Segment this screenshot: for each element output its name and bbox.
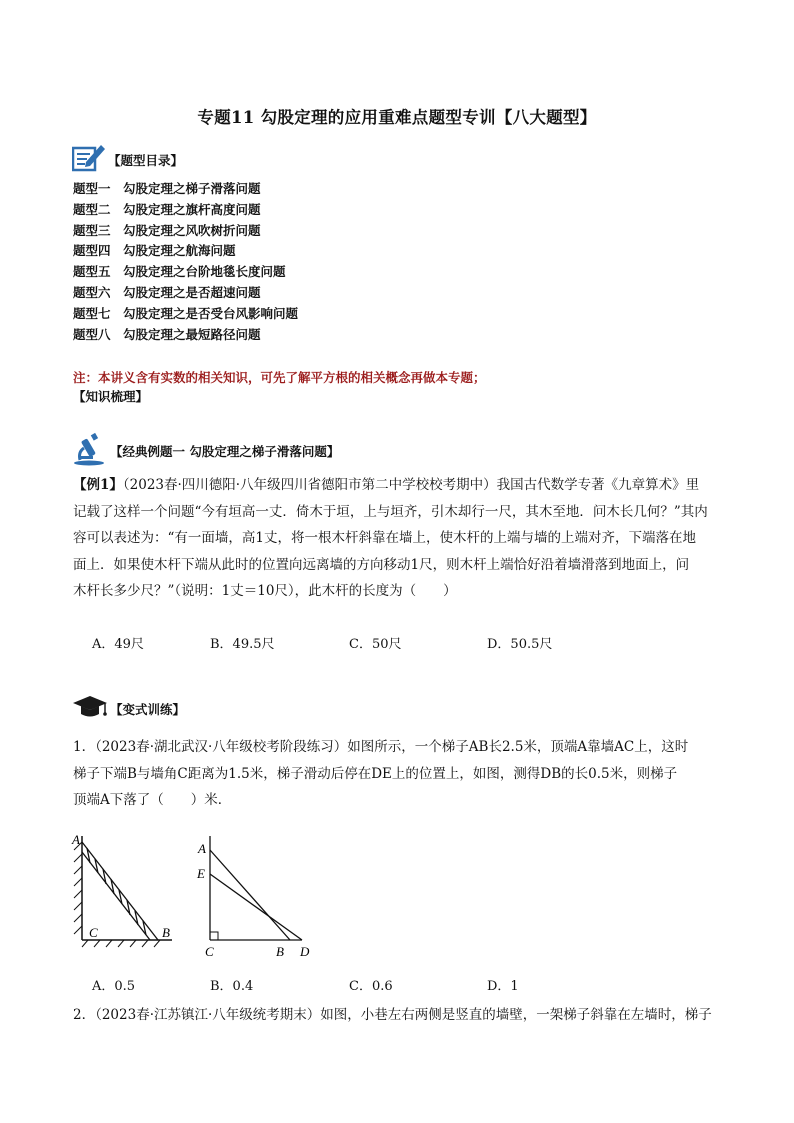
svg-text:C: C — [89, 925, 98, 940]
choice-c: C．50尺 — [349, 637, 402, 652]
note-text: 注：本讲义含有实数的相关知识，可先了解平方根的相关概念再做本专题； — [73, 370, 486, 385]
choice-c: C．0.6 — [349, 979, 393, 994]
question-2-text: 2．（2023春·江苏镇江·八年级统考期末）如图，小巷左右两侧是竖直的墙壁，一架梯子斜靠在左墙时，梯子 — [73, 1007, 712, 1023]
svg-text:B: B — [162, 925, 170, 940]
graduation-cap-icon — [72, 694, 108, 720]
example-1-text: 【例1】（2023春·四川德阳·八年级四川省德阳市第二中学校校考期中）我国古代数学专著《九章算术》里 记载了这样一个问题“今有垣高一丈．倚木于垣，上与垣齐，引木却行一尺，其木至地．问木长几何？”其内 容可以表述为：“有一面墙，高1丈，将一根木杆斜靠在墙上，使木杆的上端与墙的上端对齐，下端落在地 面上．如果使木杆下端从此时的位置向远离墙的方向移动1尺，则木杆上端恰好沿着墙滑落到地面上，问 木杆长多少尺？”（说明：1丈＝10尺），此木杆的长度为（ ） — [73, 477, 708, 599]
microscope-icon — [72, 432, 106, 466]
notepad-pencil-icon — [72, 142, 106, 172]
ladder-slide-figure — [196, 836, 310, 959]
knowledge-heading: 【知识梳理】 — [73, 389, 149, 404]
svg-text:A: A — [72, 832, 80, 847]
choice-b: B．49.5尺 — [210, 637, 275, 652]
page-title: 专题11 勾股定理的应用重难点题型专训【八大题型】 — [197, 108, 597, 127]
choice-b: B．0.4 — [210, 979, 254, 994]
question-1-text: 1．（2023春·湖北武汉·八年级校考阶段练习）如图所示，一个梯子AB长2.5米，顶端A靠墙AC上，这时 梯子下端B与墙角C距离为1.5米，梯子滑动后停在DE上的位置上，如图，测得DB的长0.5米，则梯子 顶端A下落了（ ）米． — [73, 739, 689, 808]
catalog-item: 题型二 勾股定理之旗杆高度问题 — [73, 201, 261, 217]
catalog-item: 题型七 勾股定理之是否受台风影响问题 — [73, 305, 299, 321]
catalog-item: 题型八 勾股定理之最短路径问题 — [73, 326, 261, 342]
choice-a: A．0.5 — [92, 979, 136, 994]
example-heading: 【经典例题一 勾股定理之梯子滑落问题】 — [110, 444, 340, 459]
example-label: 【例1】 — [73, 477, 123, 493]
training-heading: 【变式训练】 — [110, 702, 186, 717]
catalog-item: 题型三 勾股定理之风吹树折问题 — [73, 222, 261, 238]
svg-text:D: D — [300, 944, 310, 959]
choice-d: D．1 — [487, 979, 519, 994]
ladder-wall-figure — [71, 832, 172, 947]
choice-d: D．50.5尺 — [487, 637, 553, 652]
choice-a: A．49尺 — [92, 637, 144, 652]
catalog-item: 题型一 勾股定理之梯子滑落问题 — [73, 181, 261, 196]
catalog-heading: 【题型目录】 — [108, 153, 184, 168]
svg-text:B: B — [276, 944, 284, 959]
svg-text:E: E — [197, 866, 205, 881]
catalog-item: 题型四 勾股定理之航海问题 — [73, 243, 236, 259]
catalog-item: 题型六 勾股定理之是否超速问题 — [73, 284, 261, 300]
svg-text:A: A — [198, 841, 206, 856]
catalog-list — [73, 179, 298, 345]
catalog-item: 题型五 勾股定理之台阶地毯长度问题 — [73, 264, 286, 280]
question-1-figures — [62, 828, 332, 960]
svg-text:C: C — [205, 944, 214, 959]
